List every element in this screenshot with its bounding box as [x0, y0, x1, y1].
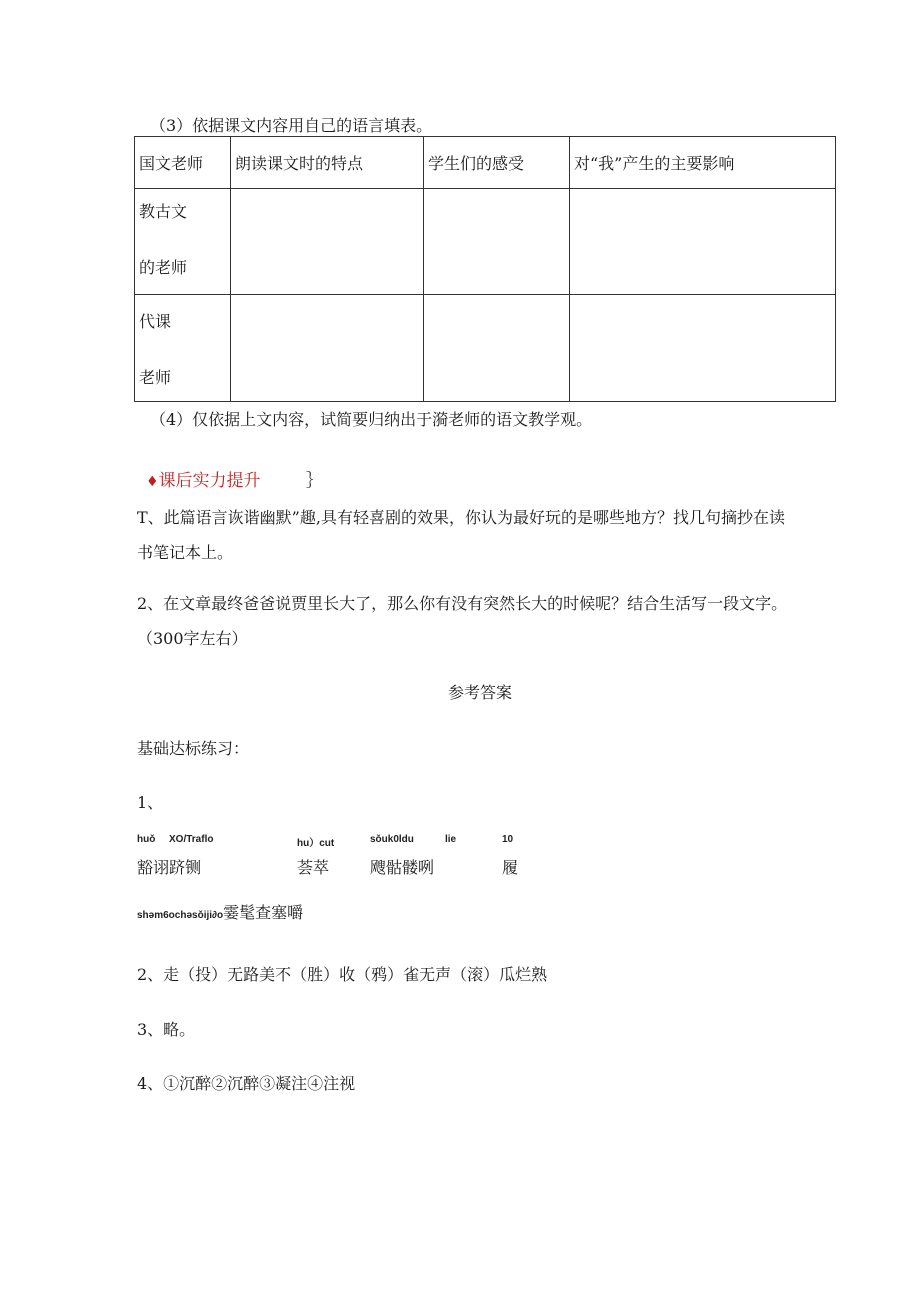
pinyin: 10 — [502, 834, 514, 845]
pinyin: hu）cut — [297, 838, 335, 849]
pinyin: XO/Traflo — [169, 834, 214, 845]
blank-cell[interactable] — [231, 189, 424, 295]
row-label: 教古文 — [139, 202, 188, 221]
pinyin: sǒuk0ldu — [370, 834, 414, 845]
answer-3: 3、略。 — [137, 1020, 196, 1039]
answers-subtitle: 基础达标练习： — [137, 739, 250, 758]
answer-2: 2、走（投）无路美不（胜）收（鸦）雀无声（滚）瓜烂熟 — [137, 965, 548, 984]
question-3-prompt: （3）依据课文内容用自己的语言填表。 — [150, 116, 433, 135]
row-label-cell — [135, 189, 231, 295]
exercise-1-line-2: 书笔记本上。 — [137, 543, 234, 562]
pinyin: lie — [445, 834, 457, 845]
table-header-cell: 对“我”产生的主要影响 — [570, 137, 836, 189]
hanzi-word: 豁诩跻铡 — [137, 858, 202, 877]
pinyin-hanzi-row — [137, 900, 303, 923]
hanzi-word: 飕骷髅咧 — [370, 858, 435, 877]
pinyin: shəm6ochəsǒiji∂o — [137, 910, 224, 921]
question-4-prompt: （4）仅依据上文内容，试简要归纳出于漪老师的语文教学观。 — [150, 410, 593, 429]
hanzi-word: 荟萃 — [297, 858, 330, 877]
fill-in-table — [134, 136, 836, 402]
table-header-cell: 学生们的感受 — [424, 137, 570, 189]
blank-cell[interactable] — [424, 295, 570, 402]
row-label: 的老师 — [139, 258, 188, 277]
row-label-cell — [135, 295, 231, 402]
answer-4: 4、①沉醉②沉醉③凝注④注视 — [137, 1074, 356, 1093]
hanzi-word: 履 — [502, 858, 519, 877]
table-header-row — [135, 137, 836, 189]
hanzi-word: 霎髦查塞嚼 — [223, 903, 304, 922]
table-row — [135, 189, 836, 295]
exercise-1-line-1: T、此篇语言诙谐幽默”趣,具有轻喜剧的效果，你认为最好玩的是哪些地方？找几句摘抄在读 — [137, 508, 785, 527]
diamond-bullet-icon: ♦ — [146, 474, 159, 490]
table-row — [135, 295, 836, 402]
row-label: 代课 — [139, 312, 172, 331]
section-heading — [146, 466, 323, 491]
blank-cell[interactable] — [570, 189, 836, 295]
blank-cell[interactable] — [424, 189, 570, 295]
exercise-2-line-2: （300字左右） — [137, 629, 248, 648]
table-header-cell: 国文老师 — [135, 137, 231, 189]
table-header-cell: 朗读课文时的特点 — [231, 137, 424, 189]
row-label: 老师 — [139, 368, 172, 387]
section-title: 课后实力提升 — [158, 471, 261, 491]
answers-title: 参考答案 — [448, 683, 513, 702]
pinyin: huǒ — [137, 834, 156, 845]
section-bracket: ｝ — [305, 471, 323, 491]
blank-cell[interactable] — [570, 295, 836, 402]
blank-cell[interactable] — [231, 295, 424, 402]
answer-1-label: 1、 — [137, 793, 164, 812]
exercise-2-line-1: 2、在文章最终爸爸说贾里长大了，那么你有没有突然长大的时候呢？结合生活写一段文字。 — [137, 594, 788, 613]
